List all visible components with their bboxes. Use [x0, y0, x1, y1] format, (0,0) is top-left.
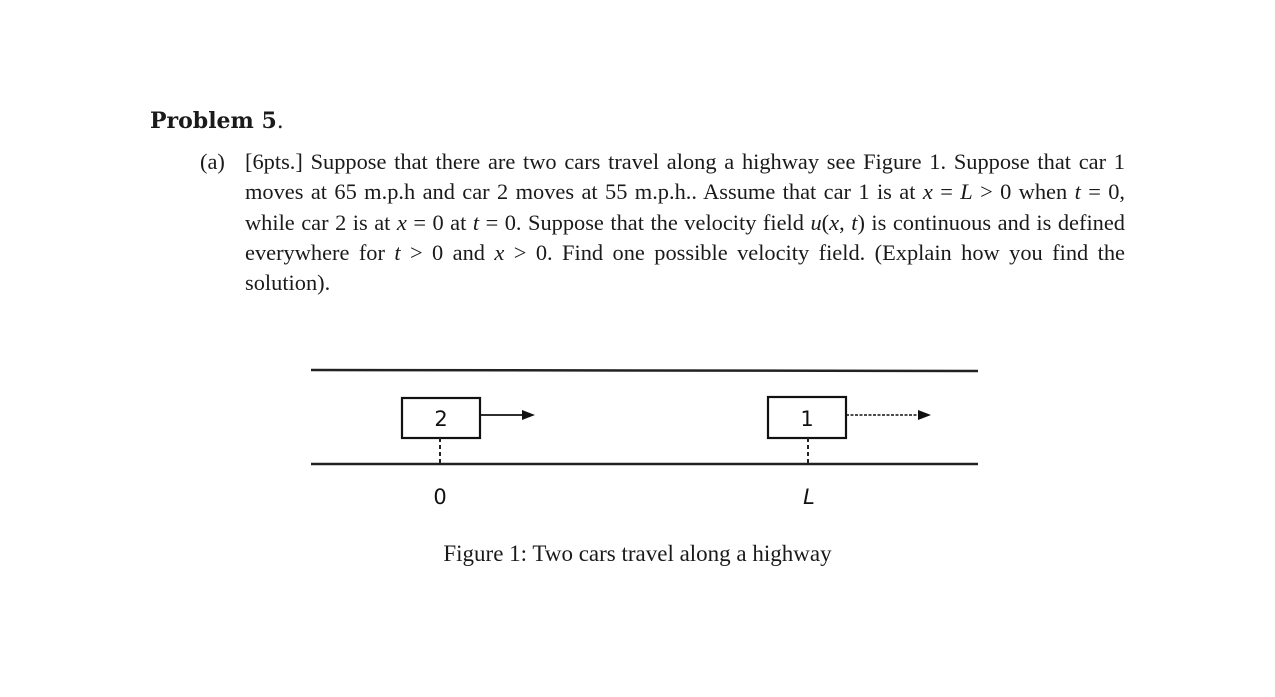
- part-a: [200, 147, 1125, 298]
- math-var: x: [396, 209, 407, 235]
- arrowhead-icon: [918, 410, 931, 420]
- position-0-label: 0: [433, 485, 447, 509]
- text-segment: = 0, while car 2 is at: [245, 179, 1126, 235]
- highway-diagram: [300, 355, 990, 520]
- math-var: x: [922, 179, 933, 205]
- text-segment: > 0 and: [400, 239, 495, 265]
- part-a-label: (a): [200, 149, 225, 174]
- points-label: [6pts.]: [245, 149, 303, 174]
- problem-title-period: .: [276, 109, 284, 134]
- text-segment: = 0. Suppose that the velocity field: [479, 209, 811, 235]
- car-2-label: 2: [434, 407, 448, 431]
- problem-heading: [150, 108, 284, 134]
- math-var: x: [494, 239, 505, 265]
- text-segment: (: [821, 209, 830, 235]
- text-segment: Suppose that there are two cars travel along a highway see Figure 1. Suppose that car 1 moves at 65 m.p.h and car 2 moves at 55 m.p.h.. Assume that car 1 is at: [245, 149, 1125, 205]
- math-var: u: [810, 209, 822, 235]
- part-a-text: [245, 147, 1125, 298]
- text-segment: =: [932, 179, 961, 205]
- highway-figure: [300, 355, 990, 520]
- math-var: x: [829, 209, 840, 235]
- car-1-label: 1: [800, 407, 814, 431]
- text-segment: = 0 at: [406, 209, 473, 235]
- text-segment: > 0. Find one possible velocity field. (Explain how you find the solution).: [245, 239, 1125, 296]
- math-var: t: [472, 209, 480, 235]
- car-1: [768, 397, 931, 509]
- math-var: t: [851, 209, 858, 235]
- math-var: t: [1074, 179, 1081, 205]
- car-2: [402, 398, 535, 509]
- math-var: t: [394, 239, 401, 265]
- text-segment: ) is continuous and is defined everywhere for: [245, 209, 1126, 265]
- position-L-label: L: [803, 485, 815, 509]
- text-segment: ,: [839, 209, 852, 235]
- text-segment: > 0 when: [972, 179, 1075, 205]
- math-var: L: [960, 179, 973, 205]
- highway-top-edge: [311, 370, 978, 371]
- problem-title: Problem 5: [150, 108, 277, 134]
- figure-caption: Figure 1: Two cars travel along a highway: [443, 541, 832, 566]
- arrowhead-icon: [522, 410, 535, 420]
